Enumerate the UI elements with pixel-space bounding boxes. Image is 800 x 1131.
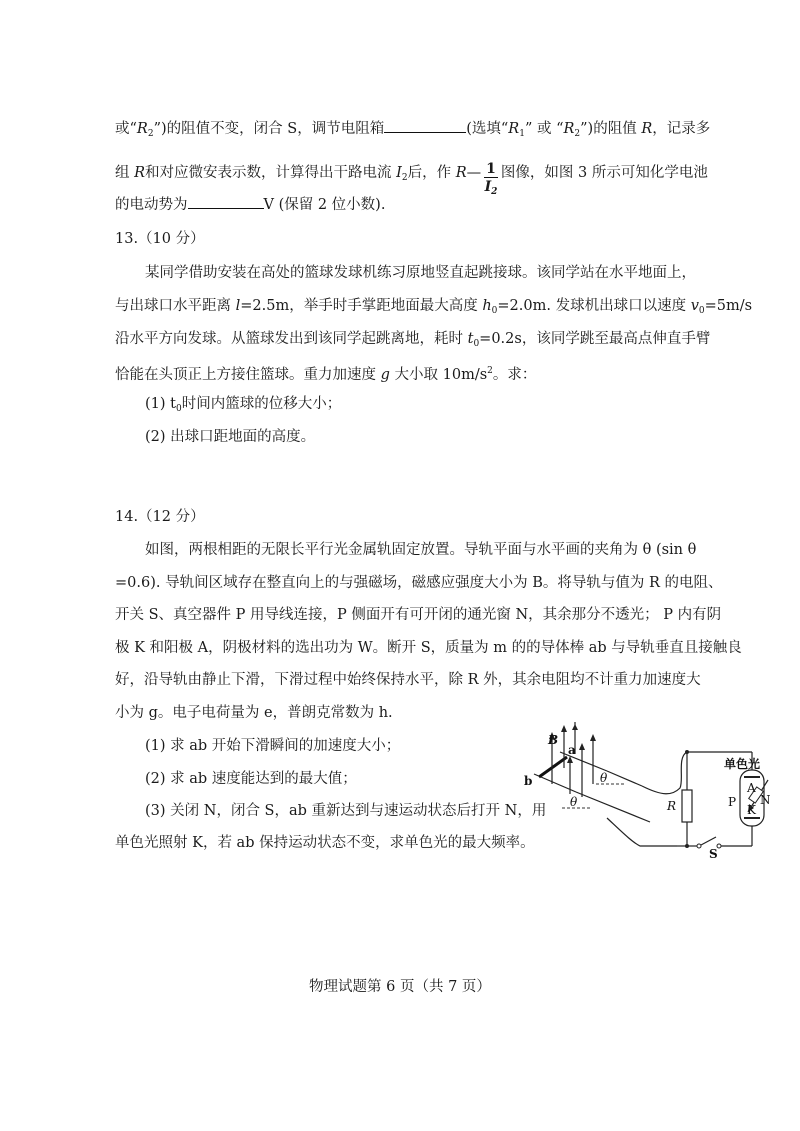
continuation-line-2 bbox=[115, 153, 708, 197]
subscript: 0 bbox=[473, 339, 480, 349]
q14-paragraph-line-5: 好，沿导轨由静止下滑，下滑过程中始终保持水平，除 R 外，其余电阻均不计重力加速度大 bbox=[115, 672, 701, 688]
text: =2.0m. 发球机出球口以速度 bbox=[497, 298, 691, 314]
q14-subquestion-1: (1) 求 ab 开始下滑瞬间的加速度大小； bbox=[145, 738, 401, 754]
text: 时间内篮球的位移大小； bbox=[181, 396, 342, 412]
q13-paragraph-line-4 bbox=[115, 362, 536, 384]
q14-paragraph-line-4: 极 K 和阳极 A，阴极材料的选出功为 W。断开 S，质量为 m 的的导体棒 ab 与导轨垂直且接触良 bbox=[115, 640, 742, 656]
q14-paragraph-line-6: 小为 g。电子电荷量为 e，普朗克常数为 h. bbox=[115, 705, 393, 721]
q13-paragraph-line-2 bbox=[115, 297, 752, 320]
fraction-1-over-I2 bbox=[484, 161, 498, 201]
fraction-denominator bbox=[484, 178, 498, 201]
resistor-R bbox=[682, 790, 692, 822]
rail-lower bbox=[576, 792, 650, 822]
label-theta: θ bbox=[570, 795, 578, 809]
q14-subquestion-3: (3) 关闭 N，闭合 S，ab 重新达到与速运动状态后打开 N，用 bbox=[145, 803, 547, 819]
subscript: 0 bbox=[698, 306, 705, 316]
label-monochromatic-light: 单色光 bbox=[724, 757, 761, 771]
var-R: R bbox=[641, 121, 653, 137]
text: 恰能在头顶正上方接住篮球。重力加速度 bbox=[115, 367, 381, 383]
label-N: N bbox=[760, 793, 770, 807]
text: 与出球口水平距离 bbox=[115, 298, 236, 314]
text: 后，作 bbox=[407, 165, 456, 181]
label-S: S bbox=[709, 847, 718, 860]
continuation-line-3 bbox=[115, 194, 385, 214]
text: =0.2s，该同学跳至最高点伸直手臂 bbox=[479, 331, 711, 347]
text: 和对应微安表示数，计算得出干路电流 bbox=[145, 165, 397, 181]
text: ” 或 “ bbox=[524, 121, 564, 137]
var-R: R bbox=[455, 165, 467, 181]
page-footer: 物理试题第 6 页（共 7 页） bbox=[309, 979, 491, 995]
superscript: 2 bbox=[487, 366, 493, 376]
q13-header: 13.（10 分） bbox=[115, 231, 205, 247]
label-A: A bbox=[747, 781, 756, 795]
var-R: R bbox=[134, 165, 146, 181]
continuation-line-1 bbox=[115, 118, 710, 143]
text: 图像，如图 3 所示可知化学电池 bbox=[500, 165, 708, 181]
text: ”)的阻值 bbox=[580, 121, 642, 137]
label-a: a bbox=[568, 743, 576, 757]
text: 组 bbox=[115, 165, 135, 181]
wire-lower bbox=[607, 818, 677, 846]
circuit-rail-diagram bbox=[512, 722, 770, 860]
label-theta: θ bbox=[600, 771, 608, 785]
text: 大小取 10m/s bbox=[389, 367, 488, 383]
text: (选填“ bbox=[466, 121, 509, 137]
text: V (保留 2 位小数). bbox=[263, 197, 386, 213]
q14-paragraph-line-1: 如图，两根相距的无限长平行光金属轨固定放置。导轨平面与水平画的夹角为 θ (sin θ bbox=[145, 542, 697, 558]
subscript: 2 bbox=[401, 173, 408, 183]
text: ”)的阻值不变，闭合 S，调节电阻箱 bbox=[153, 121, 385, 137]
var-v0: v bbox=[690, 298, 699, 314]
q14-paragraph-line-2: =0.6). 导轨间区域存在整直向上的与强磁场，磁感应强度大小为 B。将导轨与值为 R 的电阻、 bbox=[115, 575, 723, 591]
conductor-rod-ab bbox=[539, 757, 567, 777]
q14-subquestion-2: (2) 求 ab 速度能达到的最大值； bbox=[145, 771, 357, 787]
answer-blank-resistor-box[interactable] bbox=[384, 118, 466, 133]
var-h0: h bbox=[482, 298, 492, 314]
q14-paragraph-line-3: 开关 S、真空器件 P 用导线连接，P 侧面开有可开闭的通光窗 N，其余那分不透光； P 内有阴 bbox=[115, 607, 722, 623]
q14-header: 14.（12 分） bbox=[115, 509, 205, 525]
q13-subquestion-2: (2) 出球口距地面的高度。 bbox=[145, 429, 316, 445]
var-R2: R bbox=[563, 121, 575, 137]
text: 或“ bbox=[115, 121, 137, 137]
text: (1) t bbox=[145, 396, 176, 412]
label-K: K bbox=[747, 803, 756, 817]
var-g: g bbox=[380, 367, 390, 383]
label-P: P bbox=[728, 795, 737, 809]
fraction-numerator: 1 bbox=[486, 161, 496, 177]
subscript: 0 bbox=[491, 306, 498, 316]
var-R1: R bbox=[508, 121, 520, 137]
label-b: b bbox=[524, 774, 533, 788]
subscript: 1 bbox=[519, 129, 525, 139]
text: 。求： bbox=[492, 367, 537, 383]
text: 沿水平方向发球。从篮球发出到该同学起跳离地，耗时 bbox=[115, 331, 468, 347]
answer-blank-emf[interactable] bbox=[188, 194, 264, 209]
subscript: 0 bbox=[175, 404, 182, 414]
q13-paragraph-line-3 bbox=[115, 330, 710, 353]
dash: — bbox=[466, 165, 482, 181]
var-I2: I bbox=[396, 165, 402, 181]
subscript: 2 bbox=[574, 129, 581, 139]
text: ，记录多 bbox=[652, 121, 711, 137]
q13-subquestion-1 bbox=[145, 395, 341, 418]
q13-paragraph-line-1: 某同学借助安装在高处的篮球发球机练习原地竖直起跳接球。该同学站在水平地面上， bbox=[145, 265, 696, 281]
subscript: 2 bbox=[491, 187, 498, 197]
label-B: B bbox=[548, 733, 559, 747]
var-R2: R bbox=[136, 121, 148, 137]
var-l: l bbox=[235, 298, 241, 314]
text: 的电动势为 bbox=[115, 197, 188, 213]
text: =2.5m，举手时手掌距地面最大高度 bbox=[240, 298, 483, 314]
subscript: 2 bbox=[147, 129, 154, 139]
label-R: R bbox=[667, 799, 677, 813]
q14-subquestion-3-continued: 单色光照射 K，若 ab 保持运动状态不变，求单色光的最大频率。 bbox=[115, 835, 535, 851]
switch-contact bbox=[697, 844, 701, 848]
var-t0: t bbox=[467, 331, 474, 347]
switch-S bbox=[701, 837, 716, 845]
var-I: I bbox=[484, 179, 492, 195]
text: =5m/s bbox=[704, 298, 753, 314]
